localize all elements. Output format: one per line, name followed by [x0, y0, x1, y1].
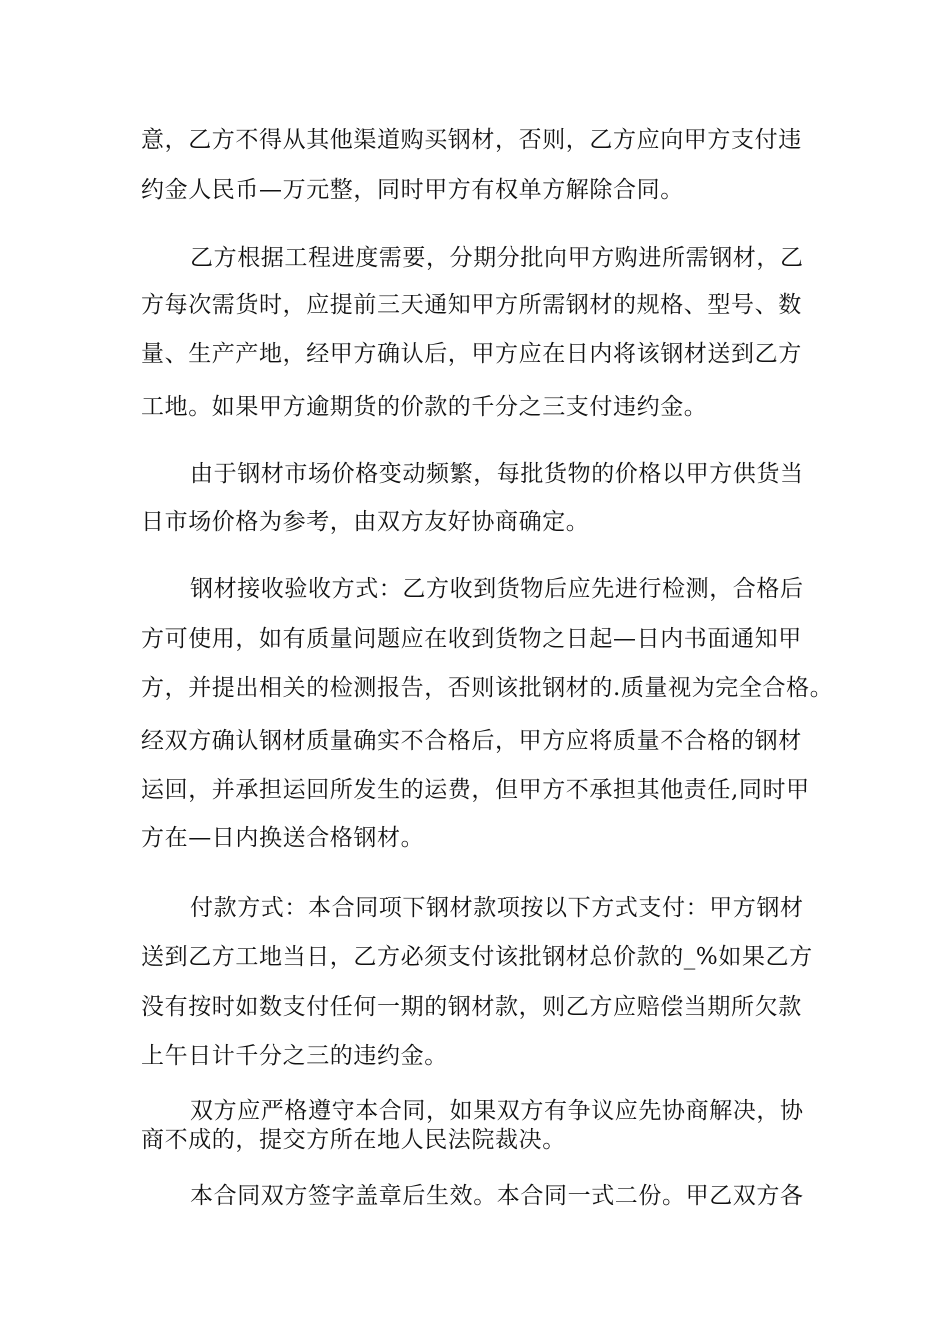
text-line: 运回，并承担运回所发生的运费，但甲方不承担其他责任,同时甲: [141, 777, 810, 803]
text-line: 工地。如果甲方逾期货的价款的千分之三支付违约金。: [141, 394, 708, 420]
text-line: 送到乙方工地当日，乙方必须支付该批钢材总价款的_%如果乙方: [141, 944, 813, 970]
text-line: 量、生产产地，经甲方确认后，甲方应在日内将该钢材送到乙方: [141, 341, 802, 367]
paragraph-first-line: 钢材接收验收方式：乙方收到货物后应先进行检测，合格后: [190, 576, 804, 602]
text-line: 商不成的，提交方所在地人民法院裁决。: [141, 1127, 566, 1153]
text-line: 上午日计千分之三的违约金。: [141, 1043, 448, 1069]
paragraph-first-line: 由于钢材市场价格变动频繁，每批货物的价格以甲方供货当: [190, 461, 804, 487]
paragraph-first-line: 乙方根据工程进度需要，分期分批向甲方购进所需钢材，乙: [190, 245, 804, 271]
text-line: 约金人民币—万元整，同时甲方有权单方解除合同。: [141, 177, 684, 203]
text-line: 方，并提出相关的检测报告，否则该批钢材的.质量视为完全合格。: [141, 675, 834, 701]
text-line: 日市场价格为参考，由双方友好协商确定。: [141, 509, 590, 535]
paragraph-first-line: 本合同双方签字盖章后生效。本合同一式二份。甲乙双方各: [190, 1183, 804, 1209]
text-line: 经双方确认钢材质量确实不合格后，甲方应将质量不合格的钢材: [141, 728, 802, 754]
text-line: 方每次需货时，应提前三天通知甲方所需钢材的规格、型号、数: [141, 292, 802, 318]
paragraph-first-line: 付款方式：本合同项下钢材款项按以下方式支付：甲方钢材: [190, 895, 804, 921]
text-line: 方可使用，如有质量问题应在收到货物之日起—日内书面通知甲: [141, 626, 802, 652]
text-line: 没有按时如数支付任何一期的钢材款，则乙方应赔偿当期所欠款: [141, 994, 802, 1020]
text-line: 意，乙方不得从其他渠道购买钢材，否则，乙方应向甲方支付违: [141, 127, 802, 153]
text-line: 方在—日内换送合格钢材。: [141, 825, 425, 851]
paragraph-first-line: 双方应严格遵守本合同，如果双方有争议应先协商解决，协: [190, 1098, 804, 1124]
